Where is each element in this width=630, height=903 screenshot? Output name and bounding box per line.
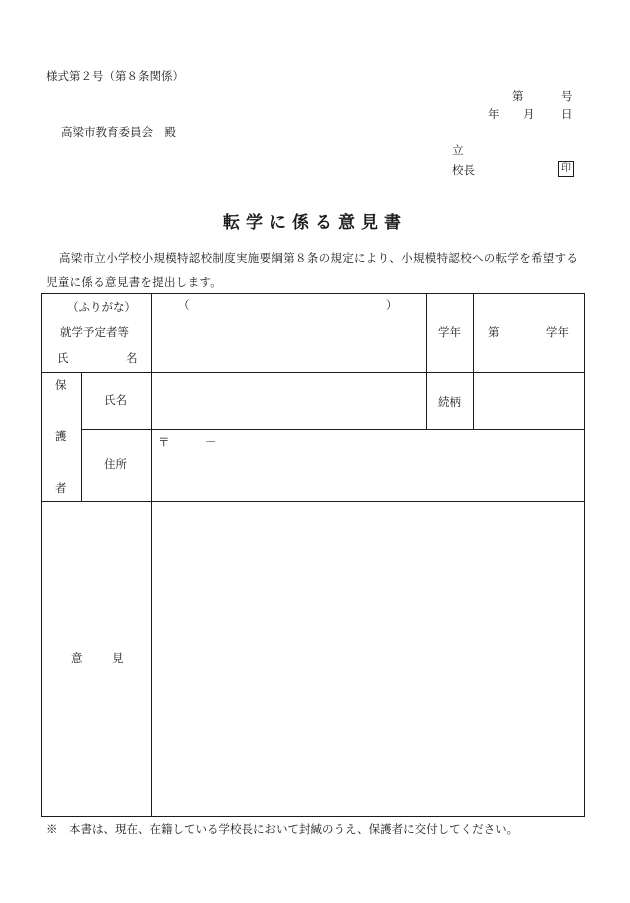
guardian-label-char-2: 護 — [55, 429, 67, 443]
table-border-top — [41, 293, 585, 294]
furigana-paren-open: （ — [178, 298, 190, 312]
school-label: 立 — [452, 143, 464, 157]
row-divider-guardian — [81, 429, 585, 430]
grade-label: 学年 — [438, 325, 461, 339]
table-border-left — [41, 293, 42, 817]
document-number-prefix: 第 — [512, 89, 524, 103]
date-year-label: 年 — [488, 107, 500, 121]
row-divider-student — [41, 372, 585, 373]
col-divider-main — [151, 293, 152, 817]
grade-prefix: 第 — [488, 325, 500, 339]
seal-mark: 印 — [558, 161, 574, 177]
document-title: 転学に係る意見書 — [223, 213, 407, 233]
furigana-paren-close: ） — [386, 298, 398, 312]
form-number: 様式第２号（第８条関係） — [46, 69, 184, 83]
footnote: ※ 本書は、現在、在籍している学校長において封緘のうえ、保護者に交付してください。 — [46, 822, 519, 836]
document-number-suffix: 号 — [561, 89, 573, 103]
address-label: 住所 — [104, 457, 127, 471]
grade-suffix: 学年 — [546, 325, 569, 339]
guardian-label-char-1: 保 — [55, 378, 67, 392]
opinion-label-a: 意 — [71, 651, 83, 665]
relationship-label: 続柄 — [438, 395, 461, 409]
col-divider-grade-value — [473, 293, 474, 430]
intro-paragraph: 高梁市立小学校小規模特認校制度実施要綱第８条の規定により、小規模特認校への転学を希望する児童に係る意見書を提出します。 — [46, 251, 579, 289]
date-day-label: 日 — [561, 107, 573, 121]
col-divider-guardian — [81, 372, 82, 502]
principal-label: 校長 — [452, 163, 475, 177]
postal-dash: － — [205, 435, 217, 449]
student-name-label-b: 名 — [126, 351, 138, 365]
table-border-right — [584, 293, 585, 817]
recipient: 高梁市教育委員会 殿 — [61, 125, 176, 139]
furigana-label: （ふりがな） — [67, 300, 136, 314]
student-name-label-a: 氏 — [57, 351, 69, 365]
opinion-label-b: 見 — [112, 651, 124, 665]
row-divider-address — [41, 501, 585, 502]
date-month-label: 月 — [523, 107, 535, 121]
col-divider-grade-label — [426, 293, 427, 430]
guardian-name-label: 氏名 — [104, 393, 127, 407]
table-border-bottom — [41, 816, 585, 817]
student-label: 就学予定者等 — [60, 325, 129, 339]
postal-mark: 〒 — [158, 435, 170, 449]
guardian-label-char-3: 者 — [55, 481, 67, 495]
